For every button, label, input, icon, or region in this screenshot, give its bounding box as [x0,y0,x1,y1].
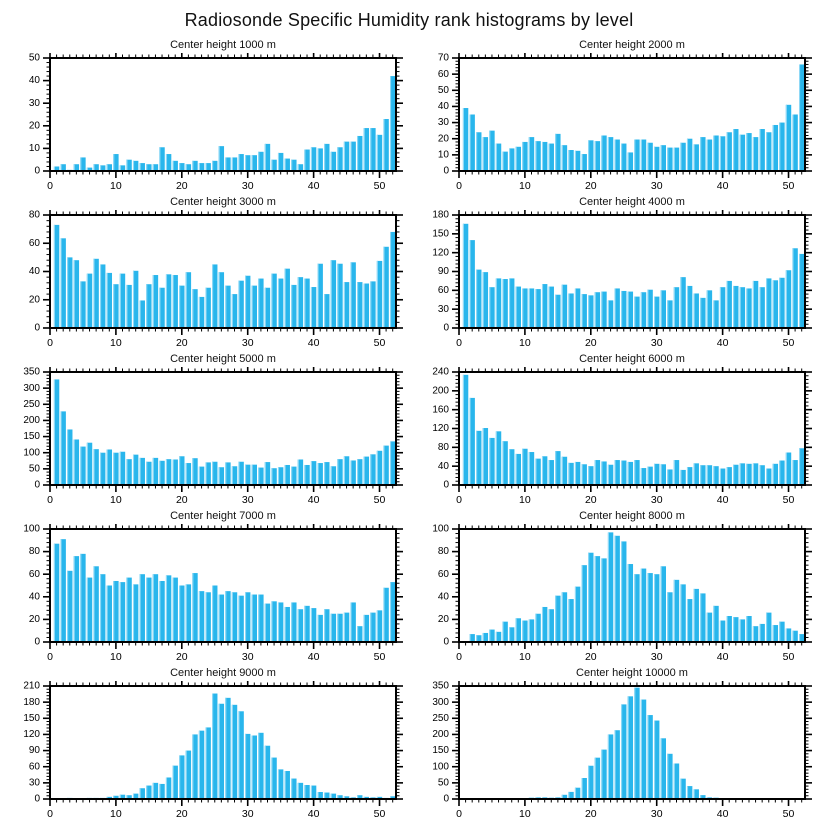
svg-text:50: 50 [782,337,795,349]
svg-text:160: 160 [432,404,449,416]
svg-text:240: 240 [432,367,449,378]
svg-text:0: 0 [443,479,449,491]
svg-text:0: 0 [47,180,53,192]
svg-text:80: 80 [28,546,40,558]
svg-text:200: 200 [432,729,449,741]
svg-text:20: 20 [28,294,40,306]
svg-text:30: 30 [241,808,254,820]
histogram-bars [463,64,805,171]
svg-text:10: 10 [110,808,122,820]
panels-grid [0,38,818,823]
svg-text:30: 30 [650,494,663,506]
svg-text:30: 30 [437,117,449,129]
svg-text:40: 40 [28,75,40,87]
svg-text:150: 150 [432,745,449,757]
svg-text:250: 250 [23,398,40,410]
histogram-plot [0,681,409,823]
svg-text:10: 10 [519,494,531,506]
histogram-plot [409,681,818,823]
svg-text:300: 300 [432,696,449,708]
svg-text:40: 40 [437,591,449,603]
svg-text:10: 10 [110,494,122,506]
histogram-plot [0,53,409,195]
svg-text:100: 100 [23,524,40,535]
svg-text:50: 50 [28,53,40,64]
svg-text:40: 40 [437,460,449,472]
svg-text:20: 20 [584,651,597,663]
svg-text:20: 20 [437,614,449,626]
panel-title: Center height 5000 m [170,353,276,365]
svg-text:0: 0 [34,793,40,805]
svg-text:0: 0 [456,180,462,192]
panel-title: Center height 8000 m [579,510,685,522]
svg-text:50: 50 [782,494,795,506]
svg-text:30: 30 [241,651,254,663]
svg-text:200: 200 [23,415,40,427]
svg-text:0: 0 [34,322,40,334]
svg-text:40: 40 [716,337,729,349]
svg-text:0: 0 [34,479,40,491]
svg-text:0: 0 [443,793,449,805]
histogram-bars [463,224,805,328]
svg-text:80: 80 [437,546,449,558]
svg-text:10: 10 [519,808,531,820]
svg-text:60: 60 [437,284,449,296]
svg-text:30: 30 [241,180,254,192]
svg-text:50: 50 [373,808,386,820]
svg-text:300: 300 [23,382,40,394]
svg-text:0: 0 [47,494,53,506]
svg-text:80: 80 [28,210,40,221]
svg-text:40: 40 [716,651,729,663]
svg-text:120: 120 [432,247,449,259]
svg-text:40: 40 [437,101,449,113]
svg-text:50: 50 [373,651,386,663]
svg-text:350: 350 [23,367,40,378]
svg-text:40: 40 [28,266,40,278]
svg-text:60: 60 [28,237,40,249]
svg-text:210: 210 [23,681,40,692]
svg-text:0: 0 [443,636,449,648]
svg-text:20: 20 [175,651,188,663]
svg-text:60: 60 [28,761,40,773]
histogram-panel-8000m [409,509,818,666]
svg-text:60: 60 [437,68,449,80]
svg-text:50: 50 [28,463,40,475]
histogram-panel-1000m [0,38,409,195]
svg-text:0: 0 [443,165,449,177]
svg-text:10: 10 [437,149,449,161]
svg-text:150: 150 [23,712,40,724]
svg-text:30: 30 [28,97,40,109]
svg-text:20: 20 [584,494,597,506]
svg-text:20: 20 [28,120,40,132]
svg-text:0: 0 [456,337,462,349]
histogram-panel-2000m [409,38,818,195]
svg-text:50: 50 [437,84,449,96]
svg-text:60: 60 [28,568,40,580]
svg-text:100: 100 [23,447,40,459]
svg-text:100: 100 [432,524,449,535]
svg-text:10: 10 [519,651,531,663]
svg-text:200: 200 [432,385,449,397]
svg-text:0: 0 [47,651,53,663]
svg-text:50: 50 [782,808,795,820]
svg-text:40: 40 [307,337,320,349]
svg-text:10: 10 [519,180,531,192]
panel-title: Center height 3000 m [170,196,276,208]
svg-text:20: 20 [175,494,188,506]
svg-text:10: 10 [28,143,40,155]
svg-text:10: 10 [519,337,531,349]
histogram-panel-9000m [0,666,409,823]
histogram-plot [409,53,818,195]
svg-text:180: 180 [432,210,449,221]
histogram-plot [409,210,818,352]
histogram-bars [54,379,396,485]
svg-text:90: 90 [28,745,40,757]
panel-title: Center height 6000 m [579,353,685,365]
svg-text:100: 100 [432,761,449,773]
svg-text:0: 0 [443,322,449,334]
panel-title: Center height 1000 m [170,39,276,51]
svg-text:30: 30 [650,808,663,820]
svg-text:0: 0 [34,165,40,177]
svg-text:10: 10 [110,337,122,349]
svg-text:30: 30 [650,337,663,349]
histogram-bars [463,532,805,642]
svg-text:20: 20 [28,614,40,626]
histogram-bars [463,375,805,485]
svg-text:90: 90 [437,266,449,278]
panel-title: Center height 7000 m [170,510,276,522]
svg-text:50: 50 [373,180,386,192]
panel-title: Center height 2000 m [579,39,685,51]
histogram-plot [0,367,409,509]
svg-text:0: 0 [456,808,462,820]
svg-text:0: 0 [34,636,40,648]
svg-text:10: 10 [110,651,122,663]
histogram-bars [54,694,396,799]
svg-text:30: 30 [28,777,40,789]
svg-text:150: 150 [432,228,449,240]
svg-text:20: 20 [584,180,597,192]
svg-text:50: 50 [437,777,449,789]
histogram-bars [463,688,805,799]
histogram-plot [0,524,409,666]
histogram-panel-7000m [0,509,409,666]
svg-text:50: 50 [373,494,386,506]
svg-text:30: 30 [241,494,254,506]
svg-text:40: 40 [28,591,40,603]
svg-text:40: 40 [716,180,729,192]
svg-text:120: 120 [432,423,449,435]
histogram-plot [409,524,818,666]
panel-title: Center height 10000 m [576,667,688,679]
svg-text:350: 350 [432,681,449,692]
svg-text:40: 40 [307,651,320,663]
svg-text:50: 50 [782,180,795,192]
svg-text:250: 250 [432,712,449,724]
svg-text:180: 180 [23,696,40,708]
panel-title: Center height 4000 m [579,196,685,208]
svg-text:120: 120 [23,729,40,741]
svg-text:40: 40 [716,808,729,820]
histogram-panel-5000m [0,352,409,509]
svg-text:0: 0 [456,494,462,506]
svg-text:50: 50 [782,651,795,663]
svg-text:30: 30 [437,303,449,315]
svg-text:10: 10 [110,180,122,192]
svg-text:20: 20 [175,808,188,820]
svg-text:30: 30 [650,180,663,192]
svg-text:20: 20 [437,133,449,145]
svg-text:20: 20 [584,808,597,820]
histogram-bars [54,539,396,642]
histogram-panel-6000m [409,352,818,509]
svg-text:150: 150 [23,431,40,443]
svg-text:30: 30 [650,651,663,663]
svg-text:60: 60 [437,568,449,580]
histogram-bars [54,76,396,171]
svg-text:40: 40 [716,494,729,506]
svg-text:20: 20 [175,337,188,349]
svg-text:0: 0 [47,808,53,820]
svg-text:0: 0 [456,651,462,663]
svg-text:80: 80 [437,441,449,453]
svg-text:50: 50 [373,337,386,349]
svg-text:40: 40 [307,494,320,506]
histogram-panel-4000m [409,195,818,352]
panel-title: Center height 9000 m [170,667,276,679]
svg-text:70: 70 [437,53,449,64]
histogram-bars [54,225,396,328]
histogram-plot [409,367,818,509]
svg-text:20: 20 [175,180,188,192]
histogram-plot [0,210,409,352]
histogram-panel-10000m [409,666,818,823]
svg-text:20: 20 [584,337,597,349]
svg-text:40: 40 [307,180,320,192]
histogram-panel-3000m [0,195,409,352]
svg-text:0: 0 [47,337,53,349]
svg-text:40: 40 [307,808,320,820]
figure-title: Radiosonde Specific Humidity rank histograms by level [184,10,634,30]
svg-text:30: 30 [241,337,254,349]
